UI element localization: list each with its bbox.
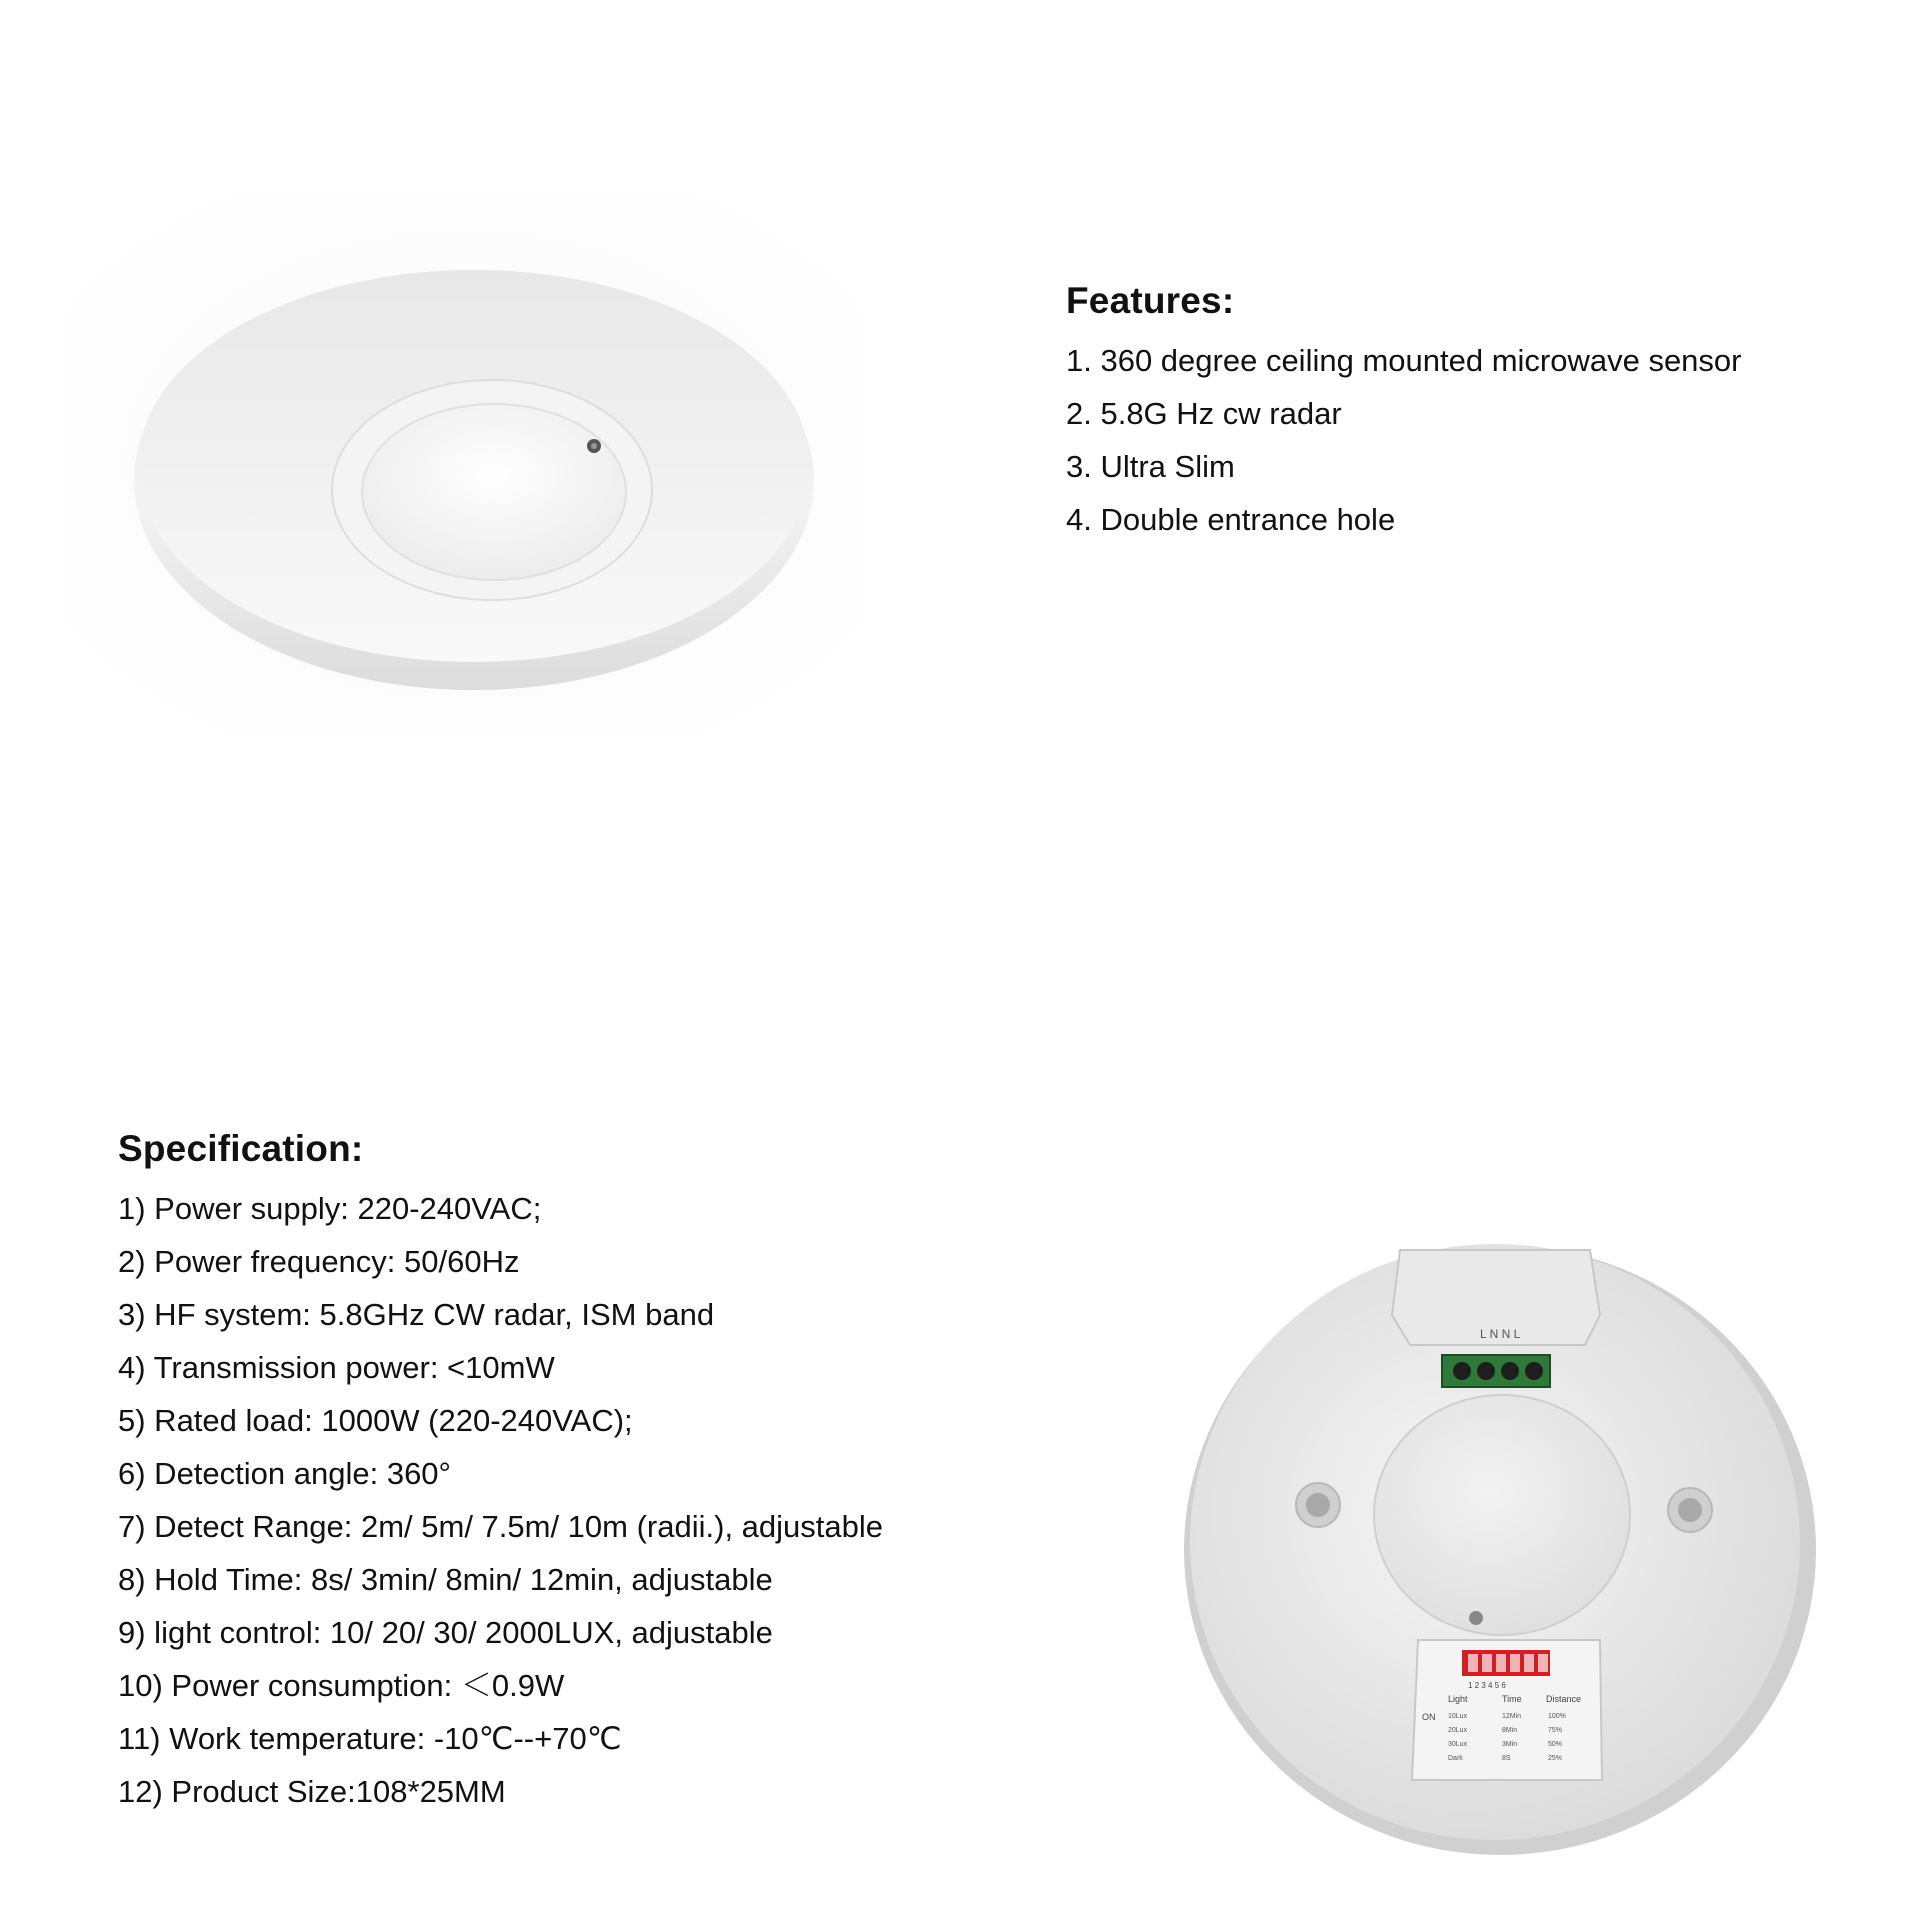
list-item: 11) Work temperature: -10℃--+70℃ — [118, 1721, 622, 1756]
time-value: 8S — [1502, 1755, 1511, 1762]
distance-label: Distance — [1546, 1694, 1582, 1704]
list-item: 5) Rated load: 1000W (220-240VAC); — [118, 1403, 633, 1438]
list-item: 4) Transmission power: <10mW — [118, 1350, 555, 1385]
sensor-back-photo — [1180, 1220, 1830, 1860]
specification-list — [118, 1182, 883, 1818]
distance-value: 100% — [1548, 1713, 1566, 1720]
time-value: 12Min — [1502, 1713, 1522, 1720]
list-item: 3. Ultra Slim — [1066, 449, 1235, 484]
terminal-label: L N N L — [1480, 1327, 1521, 1341]
light-label: Light — [1448, 1694, 1468, 1704]
list-item: 1) Power supply: 220-240VAC; — [118, 1191, 542, 1226]
dip-numbers-label: 1 2 3 4 5 6 — [1468, 1681, 1506, 1690]
list-item: 10) Power consumption: ＜0.9W — [118, 1668, 565, 1703]
distance-value: 50% — [1548, 1741, 1563, 1748]
distance-value: 25% — [1548, 1755, 1563, 1762]
specification-section — [118, 1128, 883, 1818]
time-label: Time — [1502, 1694, 1522, 1704]
time-value: 8Min — [1502, 1727, 1518, 1734]
list-item: 9) light control: 10/ 20/ 30/ 2000LUX, adjustable — [118, 1615, 773, 1650]
light-value: 30Lux — [1448, 1741, 1468, 1748]
light-value: 20Lux — [1448, 1727, 1468, 1734]
distance-value: 75% — [1548, 1727, 1563, 1734]
list-item: 12) Product Size:108*25MM — [118, 1774, 506, 1809]
specification-heading: Specification: — [118, 1128, 364, 1169]
light-value: Dark — [1448, 1755, 1463, 1762]
light-value: 10Lux — [1448, 1713, 1468, 1720]
time-value: 3Min — [1502, 1741, 1518, 1748]
on-label: ON — [1422, 1712, 1436, 1722]
sensor-front-photo — [64, 190, 864, 740]
list-item: 7) Detect Range: 2m/ 5m/ 7.5m/ 10m (radii.), adjustable — [118, 1509, 883, 1544]
features-heading: Features: — [1066, 280, 1235, 321]
features-section — [1066, 280, 1742, 546]
list-item: 2) Power frequency: 50/60Hz — [118, 1244, 520, 1279]
list-item: 8) Hold Time: 8s/ 3min/ 8min/ 12min, adjustable — [118, 1562, 773, 1597]
list-item: 2. 5.8G Hz cw radar — [1066, 396, 1342, 431]
list-item: 4. Double entrance hole — [1066, 502, 1396, 537]
list-item: 6) Detection angle: 360° — [118, 1456, 451, 1491]
list-item: 3) HF system: 5.8GHz CW radar, ISM band — [118, 1297, 715, 1332]
features-list — [1066, 334, 1742, 546]
list-item: 1. 360 degree ceiling mounted microwave sensor — [1066, 343, 1742, 378]
